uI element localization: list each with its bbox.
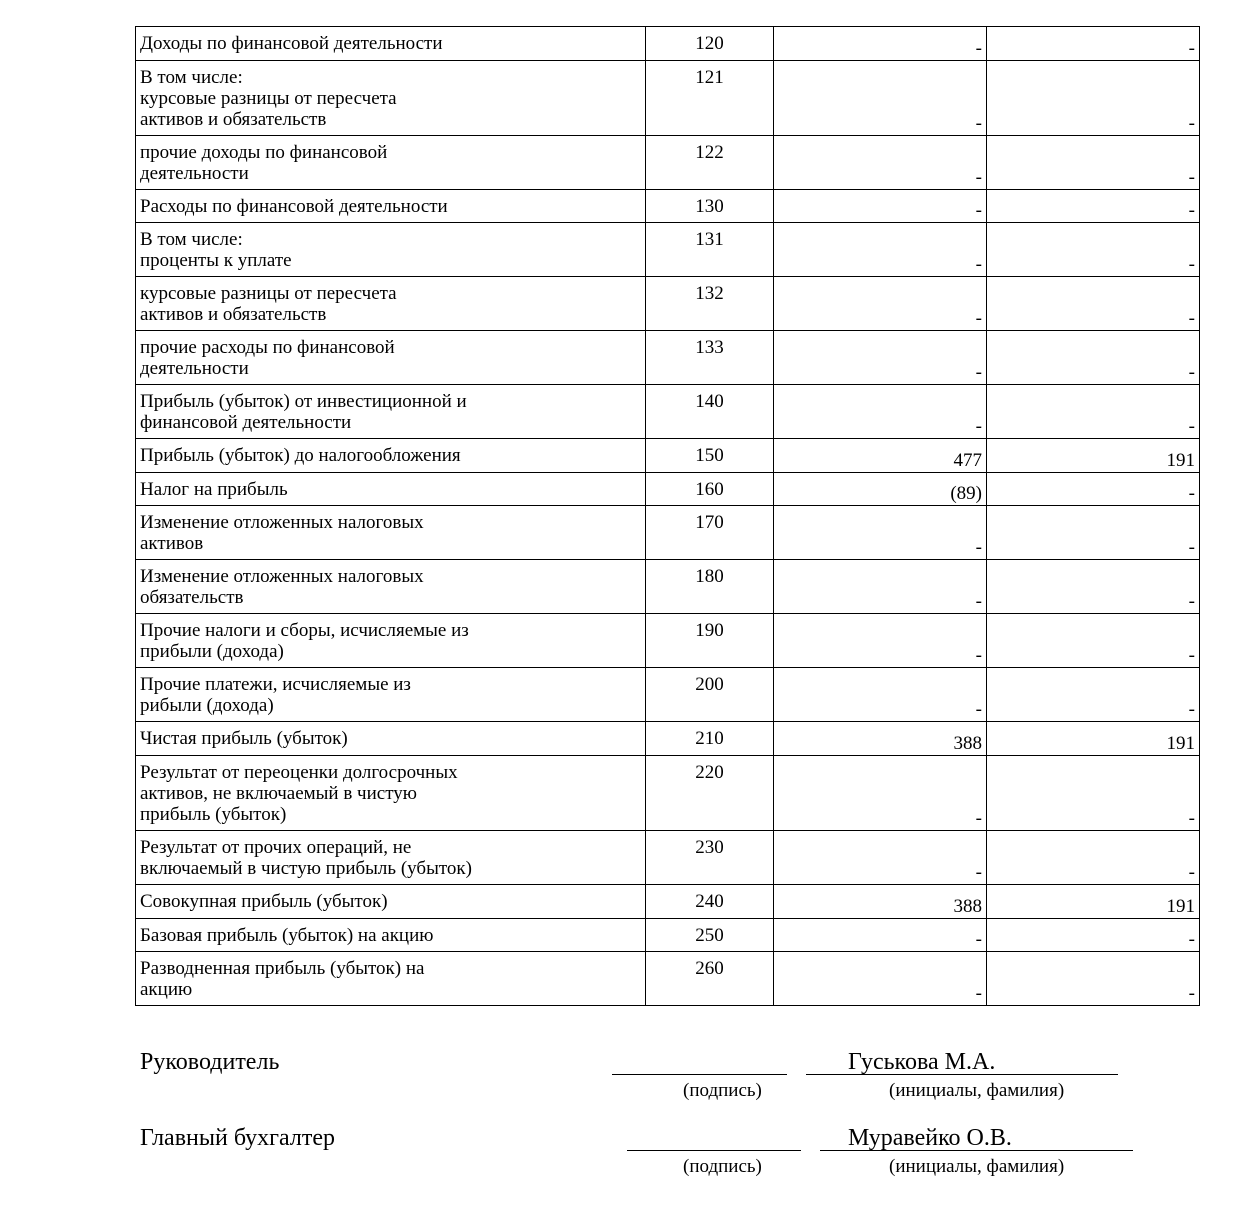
table-row [136,919,1200,952]
row-code: 220 [646,756,774,831]
row-code: 120 [646,27,774,61]
row-name: Прибыль (убыток) от инвестиционной и финансовой деятельности [136,385,646,439]
chief-accountant-signature-caption: (подпись) [683,1156,762,1177]
table-row [136,885,1200,919]
row-previous-value: 191 [987,439,1200,473]
row-previous-value: - [987,331,1200,385]
row-name: Прочие платежи, исчисляемые из рибыли (дохода) [136,668,646,722]
row-code: 180 [646,560,774,614]
row-previous-value: - [987,223,1200,277]
income-statement-body [136,27,1200,1006]
row-code: 250 [646,919,774,952]
row-name: Налог на прибыль [136,473,646,506]
director-title: Руководитель [140,1049,280,1075]
income-statement-table [135,26,1200,1006]
row-name: Совокупная прибыль (убыток) [136,885,646,919]
row-name: Результат от прочих операций, не включаемый в чистую прибыль (убыток) [136,831,646,885]
row-name: Разводненная прибыль (убыток) на акцию [136,952,646,1006]
table-row [136,27,1200,61]
row-code: 122 [646,136,774,190]
row-current-value: - [774,756,987,831]
row-previous-value: - [987,190,1200,223]
table-row [136,506,1200,560]
row-current-value: - [774,952,987,1006]
chief-accountant-title: Главный бухгалтер [140,1125,335,1151]
director-name-caption: (инициалы, фамилия) [889,1080,1065,1101]
table-row [136,668,1200,722]
row-name: Прибыль (убыток) до налогообложения [136,439,646,473]
row-previous-value: 191 [987,722,1200,756]
row-code: 170 [646,506,774,560]
table-row [136,560,1200,614]
row-previous-value: - [987,385,1200,439]
row-name: Расходы по финансовой деятельности [136,190,646,223]
row-previous-value: - [987,473,1200,506]
row-name: Результат от переоценки долгосрочных активов, не включаемый в чистую прибыль (убыток) [136,756,646,831]
row-previous-value: - [987,952,1200,1006]
row-current-value: 388 [774,885,987,919]
row-name: прочие доходы по финансовой деятельности [136,136,646,190]
row-previous-value: - [987,919,1200,952]
table-row [136,831,1200,885]
row-current-value: 388 [774,722,987,756]
row-previous-value: - [987,831,1200,885]
row-current-value: - [774,277,987,331]
row-current-value: 477 [774,439,987,473]
director-signature-caption: (подпись) [683,1080,762,1101]
row-code: 200 [646,668,774,722]
row-current-value: - [774,506,987,560]
table-row [136,277,1200,331]
row-previous-value: - [987,27,1200,61]
chief-accountant-name: Муравейко О.В. [848,1125,1012,1151]
row-current-value: - [774,614,987,668]
row-code: 130 [646,190,774,223]
row-name: Изменение отложенных налоговых активов [136,506,646,560]
row-current-value: (89) [774,473,987,506]
table-row [136,439,1200,473]
row-name: В том числе: проценты к уплате [136,223,646,277]
row-code: 210 [646,722,774,756]
row-code: 190 [646,614,774,668]
row-current-value: - [774,919,987,952]
row-name: курсовые разницы от пересчета активов и обязательств [136,277,646,331]
row-code: 133 [646,331,774,385]
director-name: Гуськова М.А. [848,1049,996,1075]
row-previous-value: - [987,61,1200,136]
row-name: Изменение отложенных налоговых обязательств [136,560,646,614]
row-current-value: - [774,136,987,190]
table-row [136,136,1200,190]
row-previous-value: 191 [987,885,1200,919]
row-code: 160 [646,473,774,506]
row-current-value: - [774,61,987,136]
row-current-value: - [774,668,987,722]
row-previous-value: - [987,560,1200,614]
table-row [136,756,1200,831]
row-current-value: - [774,27,987,61]
row-previous-value: - [987,614,1200,668]
row-code: 132 [646,277,774,331]
row-code: 230 [646,831,774,885]
row-previous-value: - [987,506,1200,560]
table-row [136,331,1200,385]
row-code: 240 [646,885,774,919]
table-row [136,952,1200,1006]
row-code: 121 [646,61,774,136]
row-code: 131 [646,223,774,277]
row-name: Базовая прибыль (убыток) на акцию [136,919,646,952]
row-current-value: - [774,190,987,223]
row-previous-value: - [987,668,1200,722]
table-row [136,385,1200,439]
row-current-value: - [774,331,987,385]
row-current-value: - [774,560,987,614]
row-name: Прочие налоги и сборы, исчисляемые из прибыли (дохода) [136,614,646,668]
chief-accountant-name-caption: (инициалы, фамилия) [889,1156,1065,1177]
row-name: прочие расходы по финансовой деятельности [136,331,646,385]
row-current-value: - [774,223,987,277]
table-row [136,473,1200,506]
row-code: 150 [646,439,774,473]
row-code: 140 [646,385,774,439]
table-row [136,61,1200,136]
row-previous-value: - [987,756,1200,831]
row-current-value: - [774,385,987,439]
row-name: Доходы по финансовой деятельности [136,27,646,61]
chief-accountant-signature-line [627,1150,801,1151]
row-current-value: - [774,831,987,885]
table-row [136,223,1200,277]
director-signature-line [612,1074,787,1075]
row-name: В том числе: курсовые разницы от пересчета активов и обязательств [136,61,646,136]
row-previous-value: - [987,277,1200,331]
row-previous-value: - [987,136,1200,190]
row-name: Чистая прибыль (убыток) [136,722,646,756]
row-code: 260 [646,952,774,1006]
table-row [136,190,1200,223]
table-row [136,722,1200,756]
table-row [136,614,1200,668]
